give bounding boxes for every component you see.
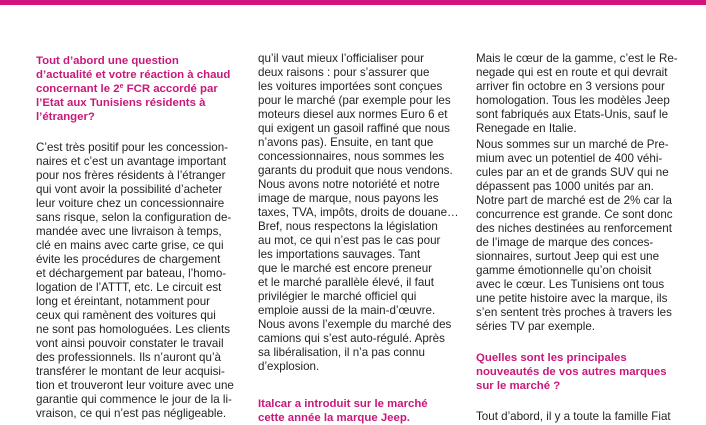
answer-2-line: avec le cœur. Les Tunisiens ont tous bbox=[476, 278, 665, 291]
answer-1-continued-line: pour le marché (par exemple pour les bbox=[258, 94, 451, 107]
answer-1-continued-line: au mot, ce qui n’est pas le cas pour bbox=[258, 234, 441, 247]
answer-1-continued-line: sa libéralisation, il n’a pas connu bbox=[258, 346, 425, 359]
header-accent-bar bbox=[0, 0, 706, 5]
answer-1-line: clé en mains avec carte grise, ce qui bbox=[36, 239, 224, 252]
answer-2-line: concurrence est grande. Ce sont donc bbox=[476, 208, 673, 221]
answer-1-line: leur voiture chez un concessionnaire bbox=[36, 197, 225, 210]
answer-2-line: Renegade en Italie. bbox=[476, 122, 577, 135]
answer-1-continued-line: garants du produit que nous vendons. bbox=[258, 164, 453, 177]
answer-2-line: s’en sentent très proches à travers les bbox=[476, 306, 672, 319]
answer-3-line: Tout d’abord, il y a toute la famille Fiat bbox=[476, 410, 671, 423]
answer-1-line: logation de l’ATTT, etc. Le circuit est bbox=[36, 281, 222, 294]
answer-1-continued-line: qui exigent un gasoil raffiné que nous bbox=[258, 122, 450, 135]
answer-1-continued-line: et le marché parallèle élevé, il faut bbox=[258, 276, 434, 289]
answer-1-continued-line: taxes, TVA, impôts, droits de douane… bbox=[258, 206, 459, 219]
answer-2-line: mium avec un potentiel de 400 véhi- bbox=[476, 152, 663, 165]
answer-1-continued-line: Nous avons notre notoriété et notre bbox=[258, 178, 440, 191]
question-1-line: concernant le 2e FCR accordé par bbox=[36, 83, 218, 95]
answer-2-line: une petite histoire avec la marque, ils bbox=[476, 292, 668, 305]
answer-1-continued-line: moteurs diesel aux normes Euro 6 et bbox=[258, 108, 448, 121]
answer-1-line: évite les procédures de chargement bbox=[36, 253, 221, 266]
answer-1-line: garantie qui commence le jour de la li- bbox=[36, 393, 232, 406]
answer-1-line: long et éreintant, notamment pour bbox=[36, 295, 211, 308]
answer-1-line: ne sont pas homologuées. Les clients bbox=[36, 323, 230, 336]
answer-2-line: des niches destinées au renforcement bbox=[476, 222, 672, 235]
answer-2-line: sionnaires, surtout Jeep qui est une bbox=[476, 250, 660, 263]
answer-1-continued-line: camions qui s’est auto-régulé. Après bbox=[258, 332, 445, 345]
answer-1-continued-line: Nous avons l’exemple du marché des bbox=[258, 318, 452, 331]
answer-2-line: Notre part de marché est de 2% car la bbox=[476, 194, 672, 207]
answer-1-continued-line: que le marché est encore preneur bbox=[258, 262, 433, 275]
question-3-line: Quelles sont les principales bbox=[476, 352, 627, 364]
answer-1-continued-line: deux raisons : pour s’assurer que bbox=[258, 66, 430, 79]
answer-2-line: gamme émotionnelle qu’on choisit bbox=[476, 264, 652, 277]
answer-1-line: naires et c’est un avantage important bbox=[36, 155, 227, 168]
question-2-line: cette année la marque Jeep. bbox=[258, 412, 410, 424]
answer-2-line: Nous sommes sur un marché de Pre- bbox=[476, 138, 669, 151]
answer-1-line: sans risque, selon la configuration de- bbox=[36, 211, 232, 224]
answer-2-line: homologation. Tous les modèles Jeep bbox=[476, 94, 670, 107]
answer-2-line: de l’image de marque des conces- bbox=[476, 236, 654, 249]
answer-1-line: ceux qui ramènent des voitures qui bbox=[36, 309, 216, 322]
answer-2-line: arriver fin octobre en 3 versions pour bbox=[476, 80, 665, 93]
answer-1-line: et déchargement par bateau, l’homo- bbox=[36, 267, 227, 280]
question-1-line: l’Etat aux Tunisiens résidents à bbox=[36, 97, 206, 109]
answer-1-line: vont ainsi pouvoir constater le travail bbox=[36, 337, 224, 350]
answer-1-continued-line: les voitures importées sont conçues bbox=[258, 80, 443, 93]
answer-1-continued-line: d’explosion. bbox=[258, 360, 320, 373]
answer-1-continued-line: les importations sauvages. Tant bbox=[258, 248, 421, 261]
answer-1-continued-line: Bref, nous respectons la législation bbox=[258, 220, 438, 233]
answer-1-line: transférer le montant de leur acquisi- bbox=[36, 365, 225, 378]
question-1-line: Tout d’abord une question bbox=[36, 55, 179, 67]
answer-2-line: cules par an et de grands SUV qui ne bbox=[476, 166, 669, 179]
answer-1-continued-line: n’avons pas). Ensuite, en tant que bbox=[258, 136, 434, 149]
answer-1-line: tion et trouveront leur voiture avec une bbox=[36, 379, 234, 392]
answer-2-line: dépassent pas 1000 unités par an. bbox=[476, 180, 654, 193]
answer-2-line: negade qui est en route et qui devrait bbox=[476, 66, 668, 79]
question-3-line: sur le marché ? bbox=[476, 380, 561, 392]
answer-1-continued-line: qu’il vaut mieux l’officialiser pour bbox=[258, 52, 425, 65]
question-3-line: nouveautés de vos autres marques bbox=[476, 366, 667, 378]
answer-2-line: sont fabriqués aux Etats-Unis, sauf le bbox=[476, 108, 669, 121]
answer-1-line: des professionnels. Ils n’auront qu’à bbox=[36, 351, 221, 364]
answer-1-line: pour nos frères résidents à l’étranger bbox=[36, 169, 226, 182]
answer-1-continued-line: image de marque, nous payons les bbox=[258, 192, 439, 205]
answer-1-line: vraison, ce qui n’est pas négligeable. bbox=[36, 407, 227, 420]
answer-1-line: C’est très positif pour les concession- bbox=[36, 141, 229, 154]
question-2-line: Italcar a introduit sur le marché bbox=[258, 398, 428, 410]
answer-1-continued-line: emploie aussi de la main-d’œuvre. bbox=[258, 304, 436, 317]
answer-1-continued-line: privilégier le marché officiel qui bbox=[258, 290, 417, 303]
answer-1-line: mandée avec une livraison à temps, bbox=[36, 225, 222, 238]
answer-1-line: qui vont avoir la possibilité d’acheter bbox=[36, 183, 223, 196]
answer-2-line: Mais le cœur de la gamme, c’est le Re- bbox=[476, 52, 678, 65]
question-1-line: d’actualité et votre réaction à chaud bbox=[36, 69, 231, 81]
answer-2-line: séries TV par exemple. bbox=[476, 320, 595, 333]
question-1-line: l’étranger? bbox=[36, 111, 95, 123]
answer-1-continued-line: concessionnaires, nous sommes les bbox=[258, 150, 445, 163]
